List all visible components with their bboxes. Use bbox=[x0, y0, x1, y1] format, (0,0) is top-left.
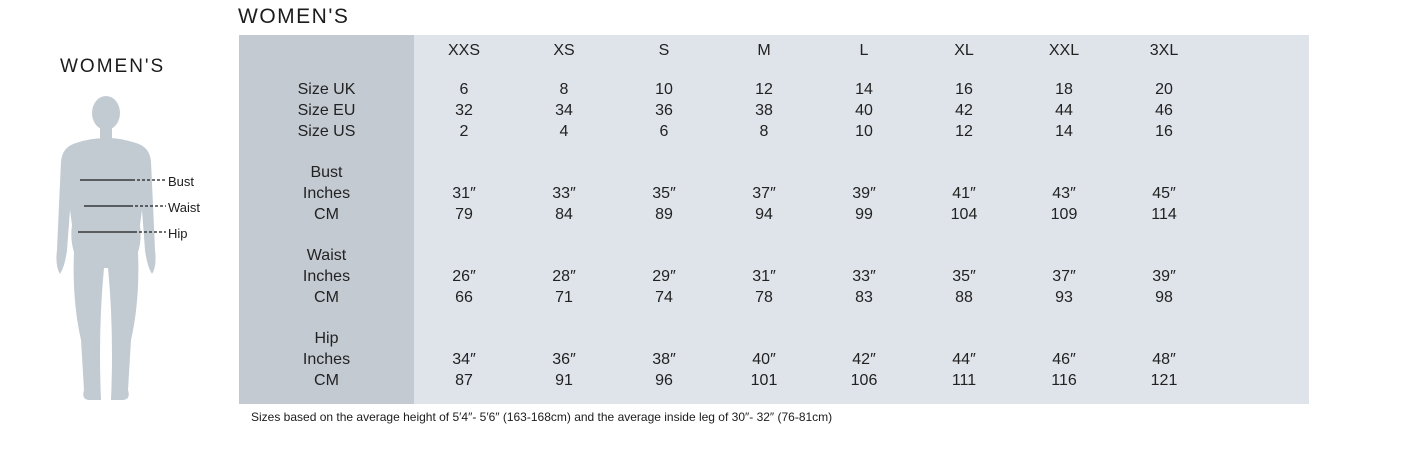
table-cell: 8 bbox=[514, 79, 614, 100]
table-cell: 101 bbox=[714, 371, 814, 392]
section-heading-waist: Waist bbox=[239, 245, 414, 266]
table-cell: 45″ bbox=[1114, 183, 1214, 204]
table-cell: 39″ bbox=[1114, 267, 1214, 288]
table-cell: 12 bbox=[714, 79, 814, 100]
table-row-size-eu bbox=[239, 100, 1309, 121]
table-cell: 6 bbox=[614, 121, 714, 142]
row-label: Inches bbox=[239, 350, 414, 371]
row-label: Size UK bbox=[239, 79, 414, 100]
table-cell: 96 bbox=[614, 371, 714, 392]
table-cell: 33″ bbox=[814, 267, 914, 288]
row-label: CM bbox=[239, 204, 414, 225]
table-cell: 84 bbox=[514, 204, 614, 225]
table-cell: 38 bbox=[714, 100, 814, 121]
table-cell: 111 bbox=[914, 371, 1014, 392]
table-cell: 16 bbox=[1114, 121, 1214, 142]
size-header-xs: XS bbox=[514, 35, 614, 67]
gap-row bbox=[239, 392, 1309, 404]
table-cell: 83 bbox=[814, 288, 914, 309]
section-heading-hip: Hip bbox=[239, 329, 414, 350]
table-cell: 31″ bbox=[714, 267, 814, 288]
spacer-cell bbox=[1214, 35, 1309, 67]
table-cell: 99 bbox=[814, 204, 914, 225]
table-row-waist-inches bbox=[239, 267, 1309, 288]
row-label: Inches bbox=[239, 267, 414, 288]
table-row-waist-heading bbox=[239, 245, 1309, 266]
table-cell: 37″ bbox=[714, 183, 814, 204]
table-cell: 14 bbox=[814, 79, 914, 100]
table-cell: 4 bbox=[514, 121, 614, 142]
size-header-l: L bbox=[814, 35, 914, 67]
size-header-3xl: 3XL bbox=[1114, 35, 1214, 67]
size-header-s: S bbox=[614, 35, 714, 67]
table-cell: 40″ bbox=[714, 350, 814, 371]
table-cell: 39″ bbox=[814, 183, 914, 204]
table-row-hip-heading bbox=[239, 329, 1309, 350]
table-cell: 42″ bbox=[814, 350, 914, 371]
table-cell: 116 bbox=[1014, 371, 1114, 392]
table-cell: 114 bbox=[1114, 204, 1214, 225]
body-silhouette-icon bbox=[0, 0, 238, 465]
hip-marker-label: Hip bbox=[168, 226, 188, 241]
table-row-size-us bbox=[239, 121, 1309, 142]
table-cell: 36 bbox=[614, 100, 714, 121]
table-cell: 91 bbox=[514, 371, 614, 392]
table-cell: 89 bbox=[614, 204, 714, 225]
size-header-row bbox=[239, 35, 1309, 67]
row-label: Size EU bbox=[239, 100, 414, 121]
table-cell: 8 bbox=[714, 121, 814, 142]
table-cell: 12 bbox=[914, 121, 1014, 142]
table-cell: 98 bbox=[1114, 288, 1214, 309]
size-header-m: M bbox=[714, 35, 814, 67]
table-row-size-uk bbox=[239, 79, 1309, 100]
table-cell: 6 bbox=[414, 79, 514, 100]
table-cell: 79 bbox=[414, 204, 514, 225]
table-cell: 94 bbox=[714, 204, 814, 225]
table-cell: 20 bbox=[1114, 79, 1214, 100]
table-cell: 48″ bbox=[1114, 350, 1214, 371]
gap-row bbox=[239, 67, 1309, 79]
table-cell: 43″ bbox=[1014, 183, 1114, 204]
size-header-xxs: XXS bbox=[414, 35, 514, 67]
figure-title: WOMEN'S bbox=[60, 56, 166, 77]
row-label: CM bbox=[239, 288, 414, 309]
table-cell: 121 bbox=[1114, 371, 1214, 392]
table-row-hip-inches bbox=[239, 350, 1309, 371]
table-cell: 33″ bbox=[514, 183, 614, 204]
row-label: Size US bbox=[239, 121, 414, 142]
table-cell: 42 bbox=[914, 100, 1014, 121]
table-cell: 88 bbox=[914, 288, 1014, 309]
table-cell: 2 bbox=[414, 121, 514, 142]
table-cell: 44″ bbox=[914, 350, 1014, 371]
table-cell: 35″ bbox=[614, 183, 714, 204]
table-cell: 74 bbox=[614, 288, 714, 309]
size-chart-title: WOMEN'S bbox=[238, 5, 350, 28]
body-figure-panel bbox=[0, 0, 238, 465]
table-cell: 104 bbox=[914, 204, 1014, 225]
table-cell: 34″ bbox=[414, 350, 514, 371]
row-label: Inches bbox=[239, 183, 414, 204]
table-cell: 109 bbox=[1014, 204, 1114, 225]
table-row-hip-cm bbox=[239, 371, 1309, 392]
sizing-footnote: Sizes based on the average height of 5′4″- 5′6″ (163-168cm) and the average inside leg of 30″- 32″ (76-81cm) bbox=[251, 410, 833, 424]
table-cell: 35″ bbox=[914, 267, 1014, 288]
table-cell: 71 bbox=[514, 288, 614, 309]
table-cell: 37″ bbox=[1014, 267, 1114, 288]
table-cell: 106 bbox=[814, 371, 914, 392]
table-cell: 10 bbox=[814, 121, 914, 142]
table-cell: 44 bbox=[1014, 100, 1114, 121]
table-row-bust-inches bbox=[239, 183, 1309, 204]
table-cell: 14 bbox=[1014, 121, 1114, 142]
table-cell: 87 bbox=[414, 371, 514, 392]
table-cell: 34 bbox=[514, 100, 614, 121]
table-cell: 38″ bbox=[614, 350, 714, 371]
table-row-bust-heading bbox=[239, 162, 1309, 183]
corner-cell bbox=[239, 35, 414, 67]
table-cell: 40 bbox=[814, 100, 914, 121]
table-row-waist-cm bbox=[239, 288, 1309, 309]
table-cell: 28″ bbox=[514, 267, 614, 288]
table-cell: 36″ bbox=[514, 350, 614, 371]
row-label: CM bbox=[239, 371, 414, 392]
table-cell: 78 bbox=[714, 288, 814, 309]
table-cell: 32 bbox=[414, 100, 514, 121]
size-chart-table bbox=[239, 35, 1309, 404]
waist-marker-label: Waist bbox=[168, 200, 201, 215]
gap-row bbox=[239, 142, 1309, 162]
table-cell: 46″ bbox=[1014, 350, 1114, 371]
table-cell: 26″ bbox=[414, 267, 514, 288]
table-cell: 18 bbox=[1014, 79, 1114, 100]
size-header-xl: XL bbox=[914, 35, 1014, 67]
section-heading-bust: Bust bbox=[239, 162, 414, 183]
bust-marker-label: Bust bbox=[168, 174, 195, 189]
table-row-bust-cm bbox=[239, 204, 1309, 225]
table-cell: 66 bbox=[414, 288, 514, 309]
table-cell: 29″ bbox=[614, 267, 714, 288]
size-header-xxl: XXL bbox=[1014, 35, 1114, 67]
table-cell: 93 bbox=[1014, 288, 1114, 309]
table-cell: 31″ bbox=[414, 183, 514, 204]
table-cell: 41″ bbox=[914, 183, 1014, 204]
gap-row bbox=[239, 225, 1309, 245]
table-cell: 46 bbox=[1114, 100, 1214, 121]
gap-row bbox=[239, 309, 1309, 329]
table-cell: 10 bbox=[614, 79, 714, 100]
table-cell: 16 bbox=[914, 79, 1014, 100]
